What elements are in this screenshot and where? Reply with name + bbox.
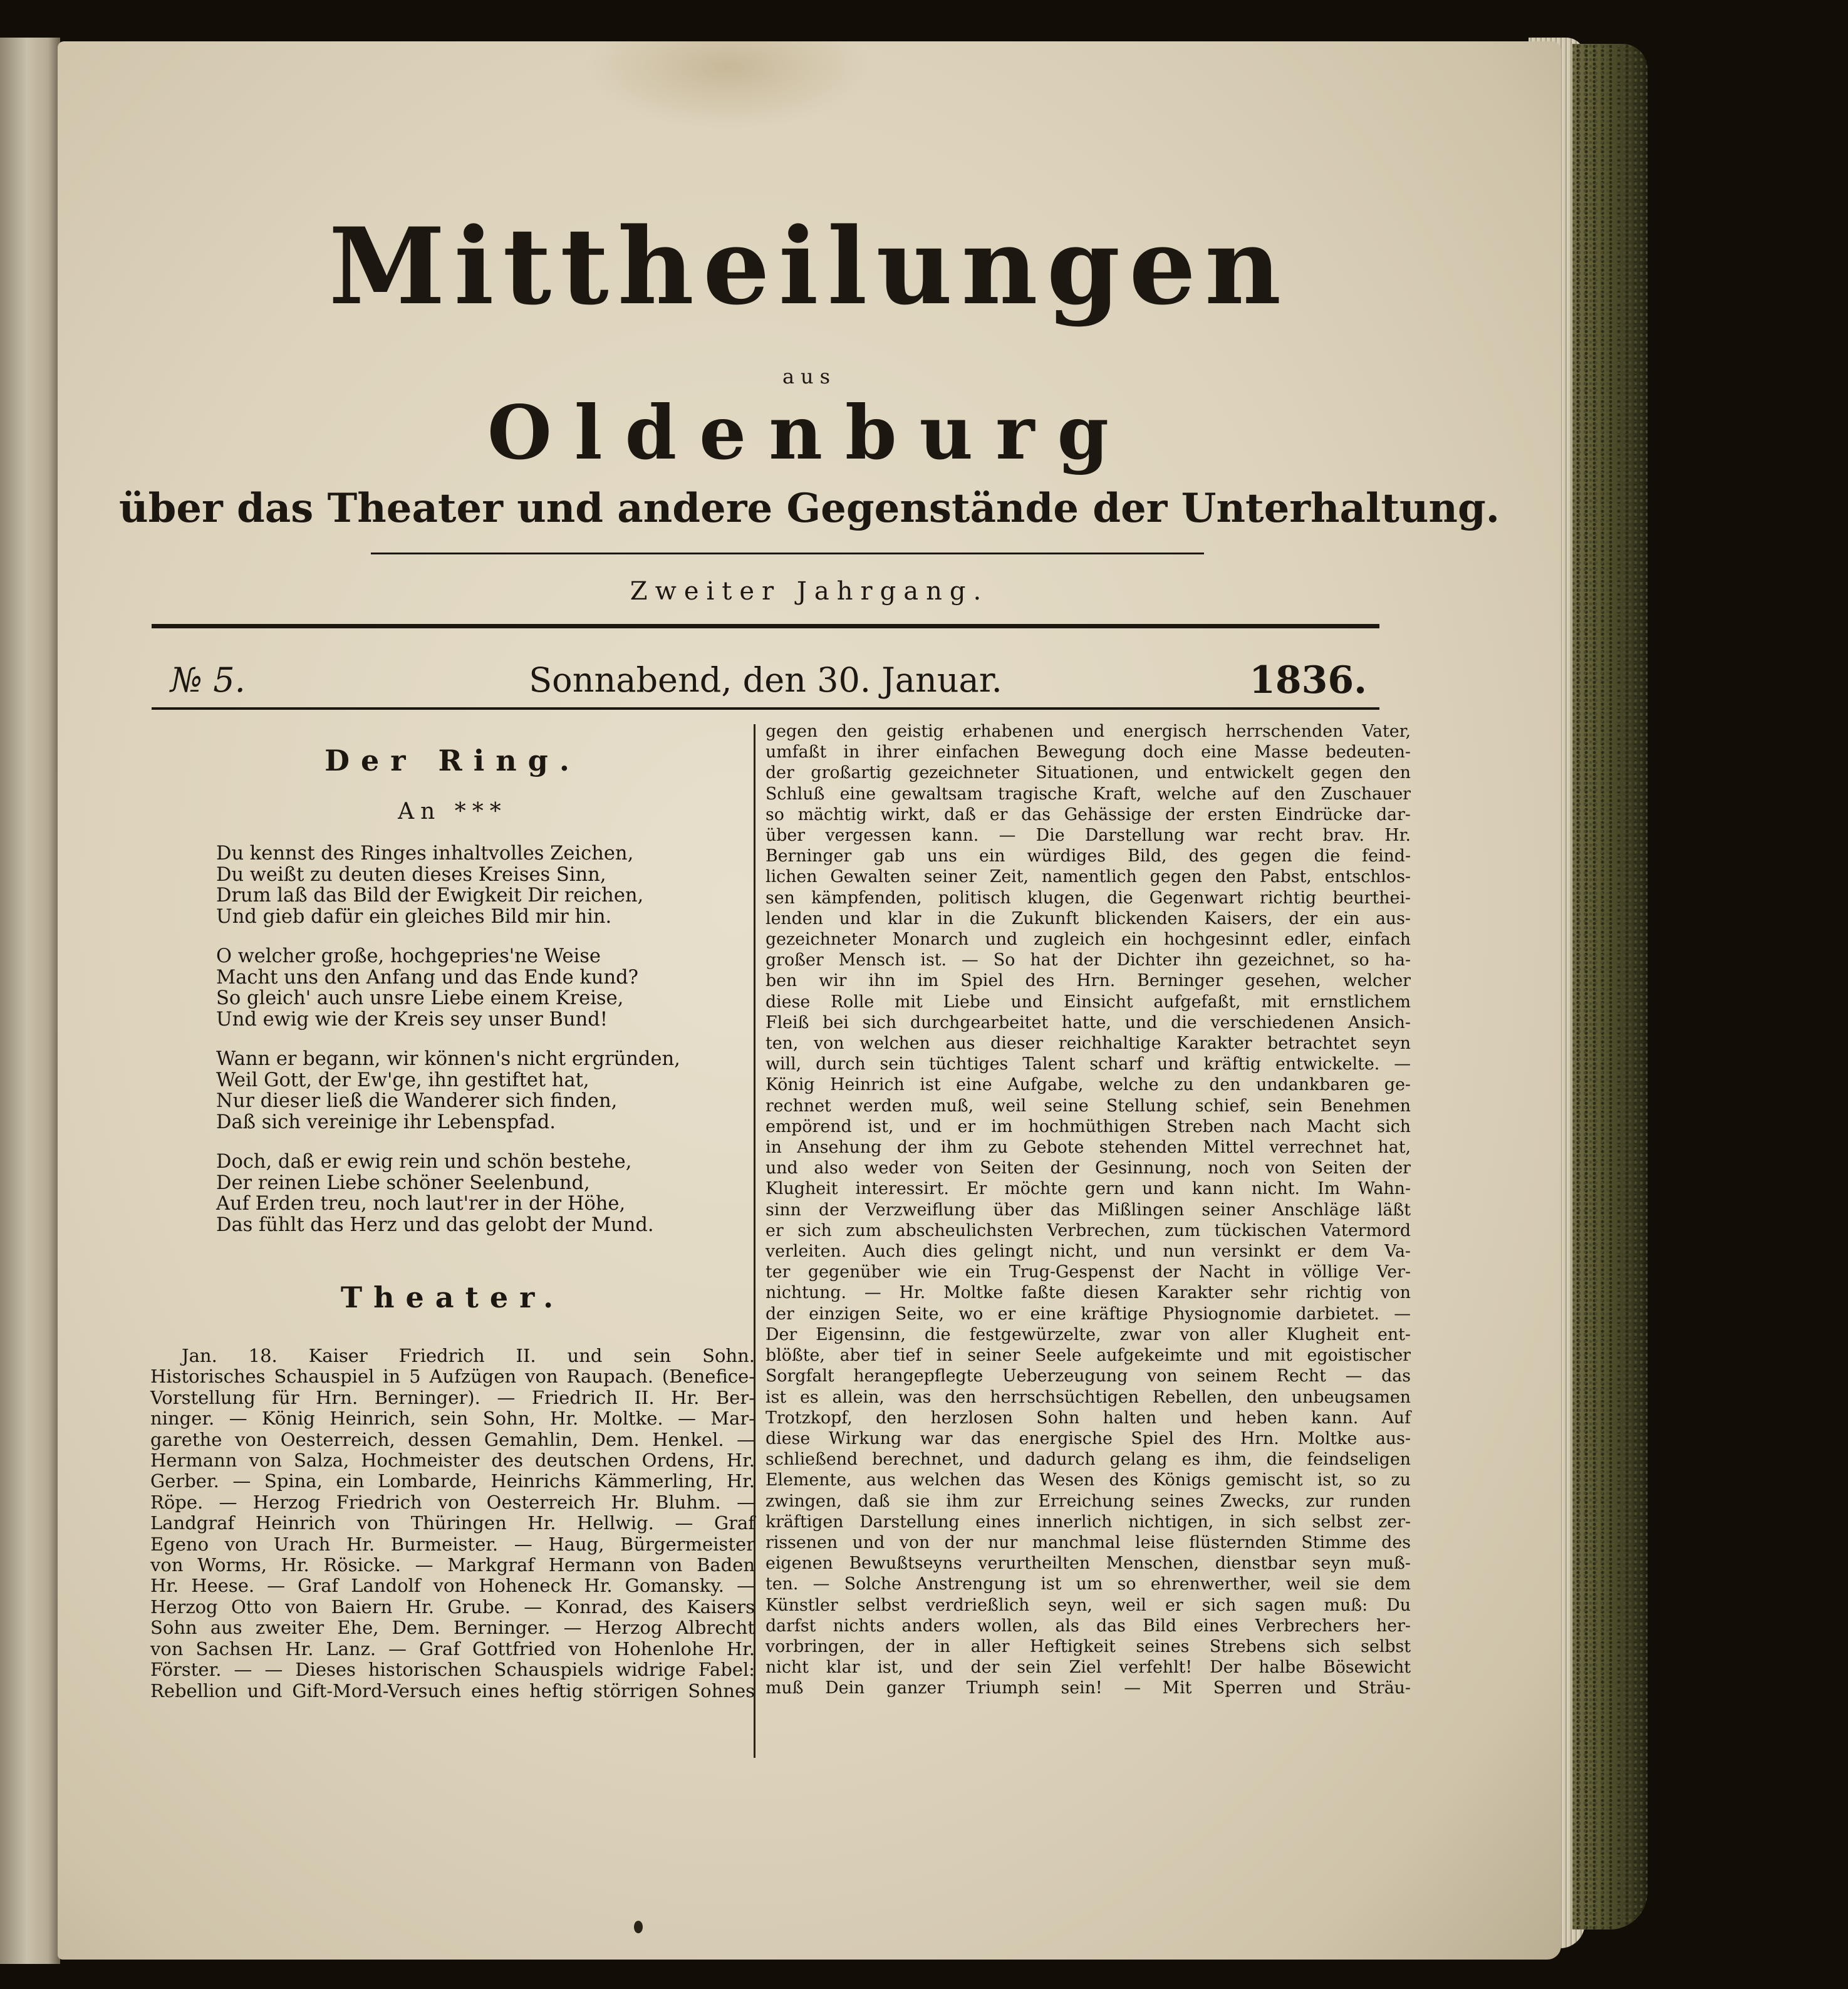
text-line: und also weder von Seiten der Gesinnung, noch von Seiten der — [766, 1158, 1411, 1178]
poem-line: Wann er begann, wir können's nicht ergründen, — [216, 1048, 680, 1070]
right-column — [766, 721, 1411, 1699]
facing-page-edge — [0, 38, 60, 1964]
dateline-top-rule — [152, 624, 1379, 628]
masthead-subtitle: über das Theater und andere Gegenstände der Unterhaltung. — [119, 485, 1500, 532]
poem-line: Drum laß das Bild der Ewigkeit Dir reichen, — [216, 885, 644, 906]
text-line: ten, von welchen aus dieser reichhaltige Karakter betrachtet seyn — [766, 1034, 1411, 1054]
text-line: großer Mensch ist. — So hat der Dichter ihn gezeichnet, so ha- — [766, 950, 1411, 970]
issue-year: 1836. — [1249, 658, 1367, 702]
poem-title: Der Ring. — [324, 744, 581, 777]
text-line: sen kämpfenden, politisch klugen, die Gegenwart richtig beurthei- — [766, 888, 1411, 908]
text-line: Künstler selbst verdrießlich seyn, weil er sich sagen muß: Du — [766, 1595, 1411, 1615]
poem-line: Macht uns den Anfang und das Ende kund? — [216, 966, 639, 989]
poem-line: Weil Gott, der Ew'ge, ihn gestiftet hat, — [216, 1069, 589, 1091]
text-line: nichtung. — Hr. Moltke faßte diesen Karakter sehr richtig von — [766, 1283, 1411, 1303]
poem-stanza — [216, 843, 755, 927]
poem-stanza — [216, 946, 755, 1030]
text-line: Hr. Heese. — Graf Landolf von Hoheneck Hr. Gomansky. — — [150, 1575, 755, 1597]
poem-line: Doch, daß er ewig rein und schön bestehe, — [216, 1151, 632, 1173]
text-line: umfaßt in ihrer einfachen Bewegung doch eine Masse bedeuten- — [766, 742, 1411, 762]
text-line: Landgraf Heinrich von Thüringen Hr. Hellwig. — Graf — [150, 1512, 755, 1534]
text-line: darfst nichts anders wollen, als das Bild eines Verbrechers her- — [766, 1616, 1411, 1636]
poem-line: Auf Erden treu, noch laut'rer in der Höhe, — [216, 1193, 626, 1215]
dateline — [152, 658, 1379, 702]
text-line: sinn der Verzweiflung über das Mißlingen seiner Anschläge läßt — [766, 1200, 1411, 1220]
text-line: der einzigen Seite, wo er eine kräftige Physiognomie darbietet. — — [766, 1304, 1411, 1324]
text-line: garethe von Oesterreich, dessen Gemahlin, Dem. Henkel. — — [150, 1428, 755, 1450]
text-line: Trotzkopf, den herzlosen Sohn halten und heben kann. Auf — [766, 1408, 1411, 1428]
text-line: verleiten. Auch dies gelingt nicht, und nun versinkt er dem Va- — [766, 1242, 1411, 1262]
poem-line: Daß sich vereinige ihr Lebenspfad. — [216, 1111, 556, 1133]
text-line: Fleiß bei sich durchgearbeitet hatte, und die verschiedenen Ansich- — [766, 1012, 1411, 1032]
theater-heading: Theater. — [340, 1280, 565, 1314]
text-line: gezeichneter Monarch und zugleich ein hochgesinnt edler, einfach — [766, 930, 1411, 950]
volume-label: Zweiter Jahrgang. — [630, 577, 989, 606]
text-line: muß Dein ganzer Triumph sein! — Mit Sperren und Sträu- — [766, 1678, 1411, 1698]
newspaper-page — [58, 41, 1561, 1960]
poem-line: Der reinen Liebe schöner Seelenbund, — [216, 1171, 590, 1194]
text-line: von Sachsen Hr. Lanz. — Graf Gottfried von Hohenlohe Hr. — [150, 1638, 755, 1659]
poem-body — [216, 843, 755, 1235]
text-line: eigenen Bewußtseyns verurtheilten Menschen, dienstbar seyn muß- — [766, 1554, 1411, 1574]
text-line: zwingen, daß sie ihm zur Erreichung seines Zwecks, zur runden — [766, 1491, 1411, 1511]
text-line: von Worms, Hr. Rösicke. — Markgraf Hermann von Baden — [150, 1554, 755, 1576]
text-line: nicht klar ist, und der sein Ziel verfehlt! Der halbe Bösewicht — [766, 1658, 1411, 1678]
text-line: empörend ist, und er im hochmüthigen Streben nach Macht sich — [766, 1116, 1411, 1136]
issue-number: № 5. — [170, 660, 246, 700]
poem-stanza — [216, 1151, 755, 1235]
text-line: ben wir ihn im Spiel des Hrn. Berninger gesehen, welcher — [766, 971, 1411, 991]
masthead-city: Oldenburg — [487, 389, 1131, 476]
poem-line: So gleich' auch unsre Liebe einem Kreise, — [216, 987, 624, 1009]
text-line: ten. — Solche Anstrengung ist um so ehrenwerther, weil sie dem — [766, 1574, 1411, 1594]
book-cover-edge — [1572, 44, 1648, 1929]
text-line: lichen Gewalten seiner Zeit, namentlich gegen den Pabst, entschlos- — [766, 867, 1411, 887]
text-line: gegen den geistig erhabenen und energisch herrschenden Vater, — [766, 722, 1411, 741]
text-line: diese Rolle mit Liebe und Einsicht aufgefaßt, mit ernstlichem — [766, 992, 1411, 1012]
text-line: lenden und klar in die Zukunft blickenden Kaisers, der ein aus- — [766, 908, 1411, 928]
text-line: Schluß eine gewaltsam tragische Kraft, welche auf den Zuschauer — [766, 784, 1411, 804]
text-line: kräftigen Darstellung eines innerlich nichtigen, in sich selbst zer- — [766, 1512, 1411, 1532]
text-line: Egeno von Urach Hr. Burmeister. — Haug, Bürgermeister — [150, 1533, 755, 1555]
text-line: vorbringen, der in aller Heftigkeit seines Strebens sich selbst — [766, 1636, 1411, 1656]
theater-review-left — [150, 1346, 755, 1701]
poem-stanza — [216, 1049, 755, 1133]
text-line: in Ansehung der ihm zu Gebote stehenden Mittel verrechnet hat, — [766, 1138, 1411, 1158]
theater-review-right — [766, 721, 1411, 1699]
text-line: Gerber. — Spina, ein Lombarde, Heinrichs Kämmerling, Hr. — [150, 1470, 755, 1492]
text-line: Elemente, aus welchen das Wesen des Königs gemischt ist, so zu — [766, 1470, 1411, 1490]
text-line: Förster. — — Dieses historischen Schauspiels widrige Fabel: — [150, 1659, 755, 1681]
text-line: König Heinrich ist eine Aufgabe, welche zu den undankbaren ge- — [766, 1075, 1411, 1095]
water-stain — [584, 41, 872, 129]
masthead-divider — [371, 553, 1204, 554]
issue-date: Sonnabend, den 30. Januar. — [529, 660, 1002, 700]
text-line: Sorgfalt herangepflegte Ueberzeugung von seinem Recht — das — [766, 1366, 1411, 1386]
poem-line: Du weißt zu deuten dieses Kreises Sinn, — [216, 863, 606, 886]
text-line: der großartig gezeichneter Situationen, und entwickelt gegen den — [766, 763, 1411, 783]
text-line: Der Eigensinn, die festgewürzelte, zwar von aller Klugheit ent- — [766, 1324, 1411, 1344]
text-line: so mächtig wirkt, daß er das Gehässige der ersten Eindrücke dar- — [766, 804, 1411, 824]
masthead-title: Mittheilungen — [328, 204, 1290, 328]
poem-line: O welcher große, hochgepries'ne Weise — [216, 945, 601, 967]
text-line: will, durch sein tüchtiges Talent scharf und kräftig entwickelte. — — [766, 1054, 1411, 1074]
text-line: Röpe. — Herzog Friedrich von Oesterreich Hr. Bluhm. — — [150, 1491, 755, 1513]
text-line: er sich zum abscheulichsten Verbrechen, zum tückischen Vatermord — [766, 1220, 1411, 1240]
text-line: Vorstellung für Hrn. Berninger). — Friedrich II. Hr. Ber- — [150, 1386, 755, 1408]
dateline-bottom-rule — [152, 707, 1379, 710]
text-line: Jan. 18. Kaiser Friedrich II. und sein Sohn. — [182, 1345, 755, 1366]
text-line: Hermann von Salza, Hochmeister des deutschen Ordens, Hr. — [150, 1450, 755, 1472]
poem-line: Und gieb dafür ein gleiches Bild mir hin. — [216, 905, 612, 928]
text-line: Berninger gab uns ein würdiges Bild, des gegen die feind- — [766, 846, 1411, 866]
text-line: Rebellion und Gift-Mord-Versuch eines heftig störrigen Sohnes — [150, 1680, 755, 1701]
text-line: Klugheit interessirt. Er möchte gern und kann nicht. Im Wahn- — [766, 1179, 1411, 1199]
poem-line: Nur dieser ließ die Wanderer sich finden, — [216, 1090, 618, 1112]
poem-dedication: An *** — [398, 799, 507, 824]
poem-line: Und ewig wie der Kreis sey unser Bund! — [216, 1008, 608, 1031]
text-line: über vergessen kann. — Die Darstellung war recht brav. Hr. — [766, 826, 1411, 846]
text-line: rissenen und von der nur manchmal leise flüsternden Stimme des — [766, 1532, 1411, 1552]
text-line: diese Wirkung war das energische Spiel des Hrn. Moltke aus- — [766, 1428, 1411, 1448]
text-line: Sohn aus zweiter Ehe, Dem. Berninger. — Herzog Albrecht — [150, 1617, 755, 1639]
text-line: ist es allein, was den herrschsüchtigen Rebellen, den unbeugsamen — [766, 1387, 1411, 1407]
text-line: ninger. — König Heinrich, sein Sohn, Hr. Moltke. — Mar- — [150, 1408, 755, 1430]
text-line: Herzog Otto von Baiern Hr. Grube. — Konrad, des Kaisers — [150, 1596, 755, 1618]
poem-line: Du kennst des Ringes inhaltvolles Zeichen, — [216, 843, 634, 865]
ink-spot — [634, 1921, 643, 1933]
text-line: schließend berechnet, und dadurch gelang es ihm, die feindseligen — [766, 1450, 1411, 1470]
left-column — [150, 721, 755, 1701]
text-line: ter gegenüber wie ein Trug-Gespenst der Nacht in völlige Ver- — [766, 1262, 1411, 1282]
text-line: rechnet werden muß, weil seine Stellung schief, sein Benehmen — [766, 1096, 1411, 1116]
poem-line: Das fühlt das Herz und das gelobt der Mund. — [216, 1213, 654, 1236]
text-line: Historisches Schauspiel in 5 Aufzügen von Raupach. (Benefice- — [150, 1366, 755, 1388]
text-line: blößte, aber tief in seiner Seele aufgekeimte und mit egoistischer — [766, 1346, 1411, 1366]
masthead-aus: aus — [782, 365, 837, 388]
